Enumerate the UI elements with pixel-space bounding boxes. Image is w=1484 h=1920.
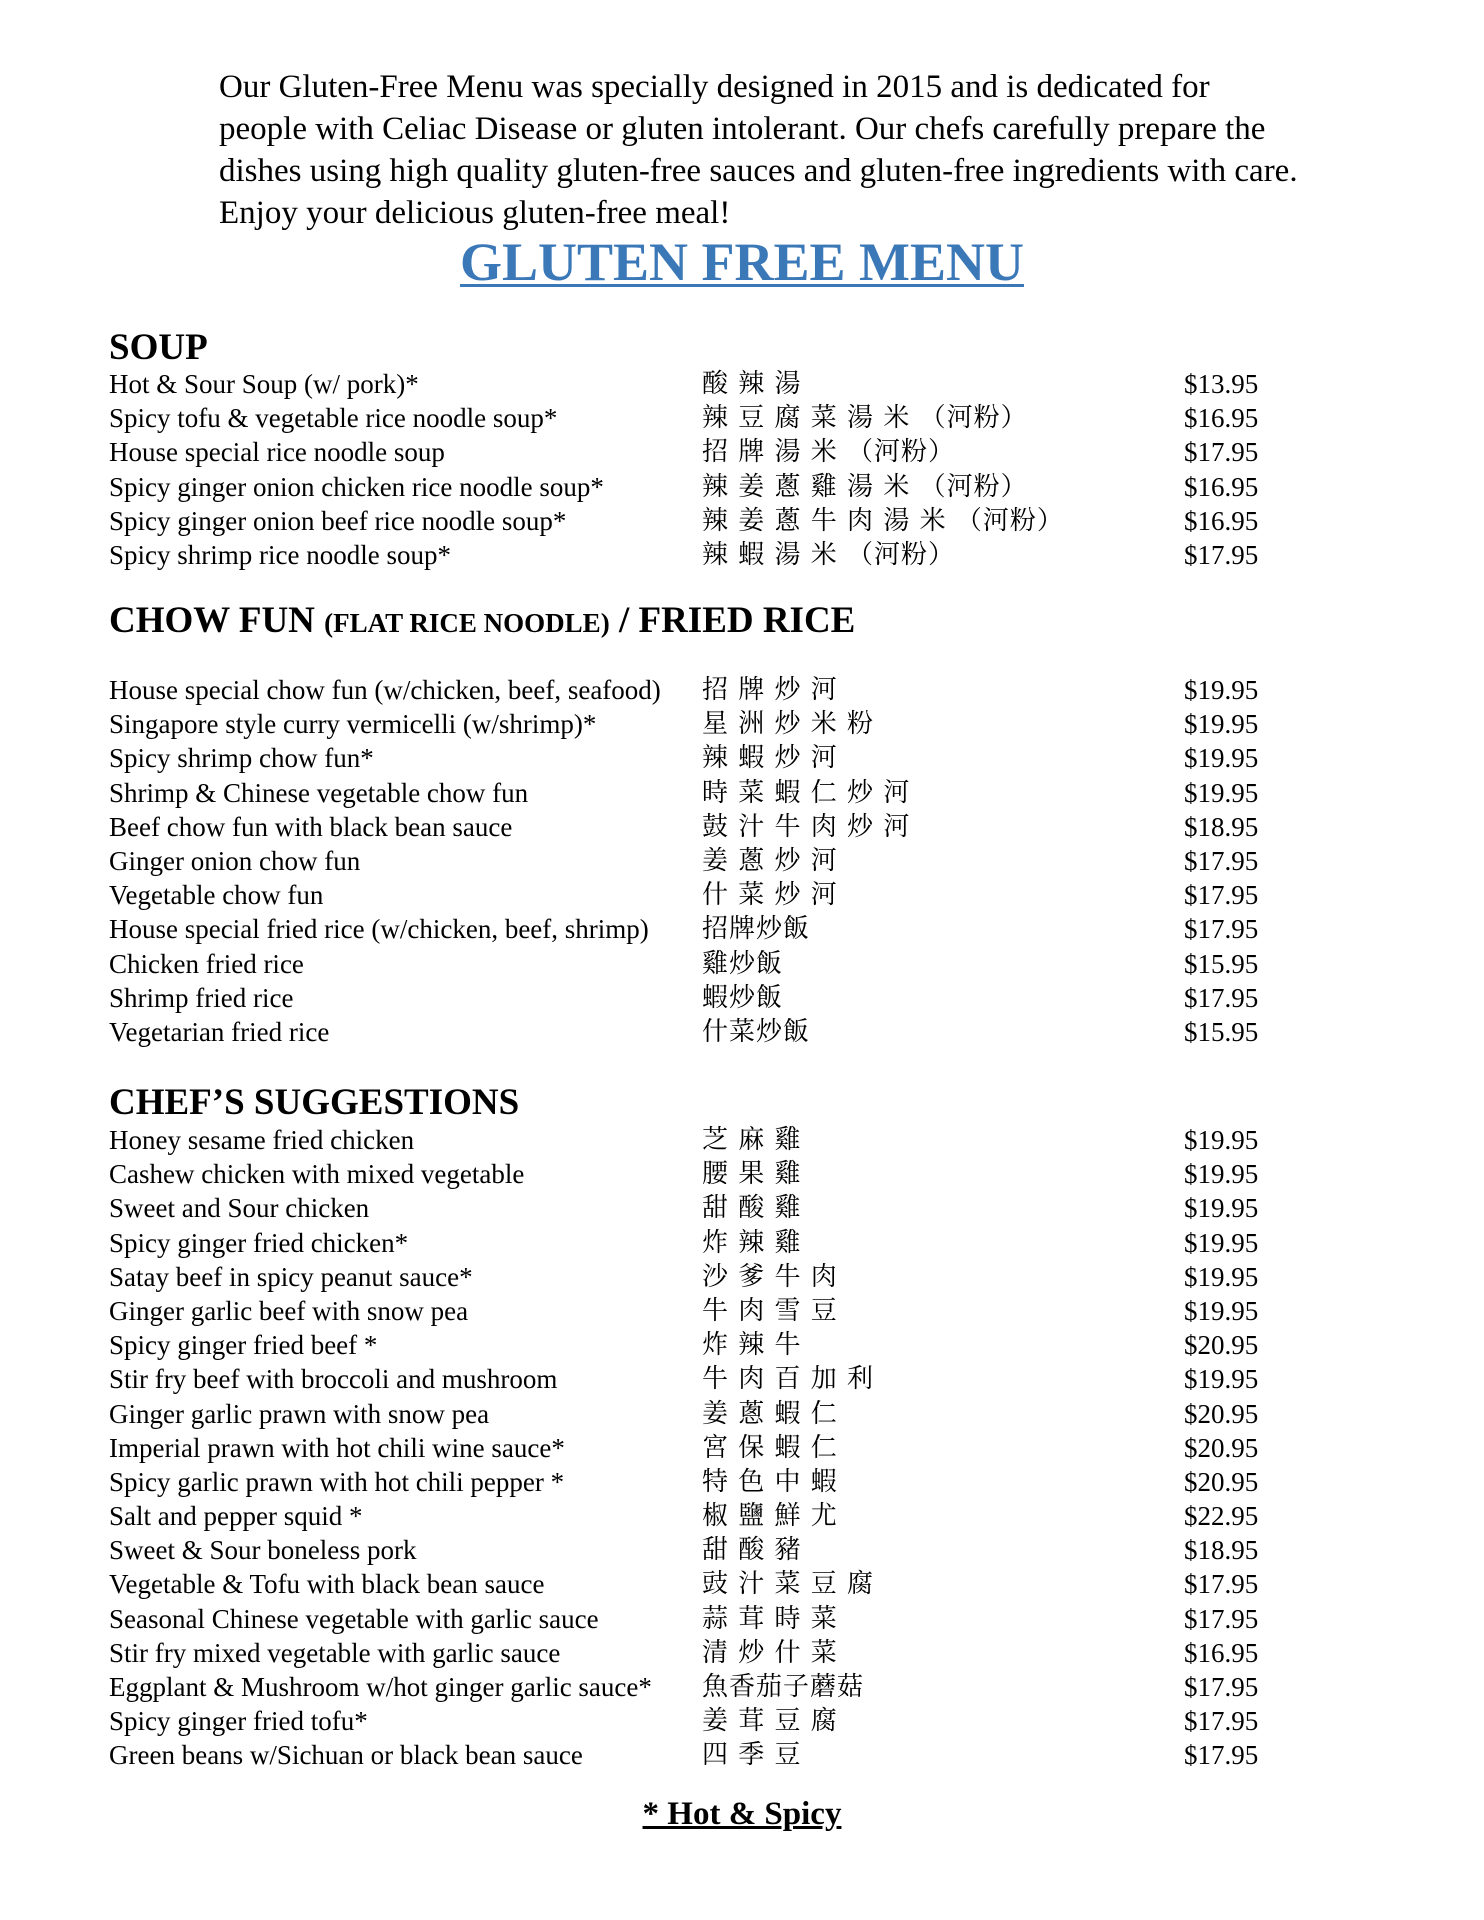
menu-item-price: $19.95 <box>1184 777 1259 808</box>
menu-item <box>109 981 1269 1015</box>
menu-item-price: $17.95 <box>1184 1706 1259 1737</box>
menu-item <box>109 1670 1269 1704</box>
menu-item-name: Sweet and Sour chicken <box>109 1193 370 1224</box>
menu-item <box>109 1397 1269 1431</box>
menu-item-name: Singapore style curry vermicelli (w/shrimp)* <box>109 709 597 740</box>
menu-item-chinese-name: 什 菜 炒 河 <box>702 880 838 911</box>
menu-item <box>109 504 1269 538</box>
menu-item-chinese-name: 宮 保 蝦 仁 <box>702 1432 838 1463</box>
menu-item-name: Green beans w/Sichuan or black bean sauce <box>109 1740 583 1771</box>
heading-fried-rice: / FRIED RICE <box>618 600 856 641</box>
menu-item-name: Chicken fried rice <box>109 948 304 979</box>
section-heading-soup: SOUP <box>109 327 208 368</box>
menu-item-price: $17.95 <box>1184 880 1259 911</box>
menu-item <box>109 1260 1269 1294</box>
menu-item <box>109 1123 1269 1157</box>
menu-item <box>109 1328 1269 1362</box>
menu-item-name: Ginger onion chow fun <box>109 845 361 876</box>
menu-item-name: Satay beef in spicy peanut sauce* <box>109 1261 473 1292</box>
menu-item-price: $19.95 <box>1184 675 1259 705</box>
chefs-suggestions-list <box>109 1123 1269 1773</box>
menu-item <box>109 878 1269 912</box>
menu-item-price: $17.95 <box>1184 1672 1259 1702</box>
menu-item-chinese-name: 腰 果 雞 <box>702 1159 802 1190</box>
menu-item-price: $15.95 <box>1184 1016 1259 1047</box>
menu-item-chinese-name: 辣 蝦 湯 米 （河粉） <box>702 539 956 570</box>
menu-item <box>109 912 1269 946</box>
menu-item-price: $19.95 <box>1184 1159 1259 1190</box>
menu-item-name: Spicy ginger onion chicken rice noodle soup* <box>109 471 604 502</box>
menu-item-chinese-name: 招牌炒飯 <box>702 914 811 945</box>
menu-item-chinese-name: 辣 姜 蔥 牛 肉 湯 米 （河粉） <box>702 505 1064 536</box>
menu-item-name: Vegetarian fried rice <box>109 1016 330 1047</box>
menu-item <box>109 673 1269 707</box>
menu-item-price: $17.95 <box>1184 539 1259 570</box>
menu-item-price: $19.95 <box>1184 1125 1259 1155</box>
menu-item-chinese-name: 姜 蔥 蝦 仁 <box>702 1398 838 1429</box>
menu-item-chinese-name: 招 牌 炒 河 <box>702 675 838 705</box>
menu-item-name: Seasonal Chinese vegetable with garlic sauce <box>109 1603 599 1634</box>
menu-item-chinese-name: 星 洲 炒 米 粉 <box>702 709 875 740</box>
menu-item-chinese-name: 清 炒 什 菜 <box>702 1637 838 1668</box>
menu-item-price: $19.95 <box>1184 1261 1259 1292</box>
menu-item-chinese-name: 甜 酸 豬 <box>702 1535 802 1566</box>
menu-item-name: Spicy ginger onion beef rice noodle soup* <box>109 505 567 536</box>
section-heading-chefs-suggestions: CHEF’S SUGGESTIONS <box>109 1082 520 1123</box>
menu-item-name: Eggplant & Mushroom w/hot ginger garlic sauce* <box>109 1672 652 1702</box>
menu-item-price: $19.95 <box>1184 1193 1259 1224</box>
menu-item-chinese-name: 炸 辣 牛 <box>702 1330 802 1361</box>
menu-item <box>109 1499 1269 1533</box>
menu-item-name: Ginger garlic beef with snow pea <box>109 1295 469 1326</box>
menu-item-chinese-name: 酸 辣 湯 <box>702 369 802 399</box>
menu-item-chinese-name: 鼓 汁 牛 肉 炒 河 <box>702 811 911 842</box>
menu-item <box>109 538 1269 572</box>
menu-item <box>109 1226 1269 1260</box>
menu-item <box>109 707 1269 741</box>
menu-item <box>109 367 1269 401</box>
menu-item-chinese-name: 雞炒飯 <box>702 948 784 979</box>
chow-fun-list <box>109 673 1269 1049</box>
menu-item-chinese-name: 時 菜 蝦 仁 炒 河 <box>702 777 911 808</box>
menu-item-name: Shrimp & Chinese vegetable chow fun <box>109 777 529 808</box>
page-title: GLUTEN FREE MENU <box>459 232 1025 292</box>
menu-item-name: House special rice noodle soup <box>109 437 445 468</box>
menu-item-chinese-name: 招 牌 湯 米 （河粉） <box>702 437 956 468</box>
menu-item-chinese-name: 魚香茄子蘑菇 <box>702 1672 865 1702</box>
menu-item-chinese-name: 姜 蔥 炒 河 <box>702 845 838 876</box>
section-heading-chow-fun <box>109 599 855 645</box>
menu-item-name: Spicy tofu & vegetable rice noodle soup* <box>109 403 558 434</box>
menu-item-price: $19.95 <box>1184 1227 1259 1258</box>
menu-item-price: $13.95 <box>1184 369 1259 399</box>
menu-item <box>109 1636 1269 1670</box>
menu-item-price: $16.95 <box>1184 1637 1259 1668</box>
menu-item-price: $17.95 <box>1184 437 1259 468</box>
menu-item-chinese-name: 甜 酸 雞 <box>702 1193 802 1224</box>
menu-item <box>109 741 1269 775</box>
menu-item-chinese-name: 蒜 茸 時 菜 <box>702 1603 838 1634</box>
menu-item-name: Stir fry mixed vegetable with garlic sauce <box>109 1637 561 1668</box>
menu-item-chinese-name: 什菜炒飯 <box>702 1016 811 1047</box>
menu-item-price: $22.95 <box>1184 1501 1259 1532</box>
menu-item-name: Shrimp fried rice <box>109 982 294 1013</box>
menu-item-name: Spicy ginger fried chicken* <box>109 1227 409 1258</box>
menu-item-chinese-name: 姜 茸 豆 腐 <box>702 1706 838 1737</box>
menu-item-price: $18.95 <box>1184 811 1259 842</box>
menu-item-price: $16.95 <box>1184 471 1259 502</box>
menu-item-name: Beef chow fun with black bean sauce <box>109 811 513 842</box>
menu-item <box>109 1431 1269 1465</box>
menu-item-name: Spicy ginger fried beef * <box>109 1330 378 1361</box>
menu-item <box>109 1015 1269 1049</box>
menu-item <box>109 1567 1269 1601</box>
menu-item <box>109 776 1269 810</box>
menu-item <box>109 844 1269 878</box>
menu-item <box>109 1362 1269 1396</box>
menu-item-name: Cashew chicken with mixed vegetable <box>109 1159 525 1190</box>
menu-item <box>109 1294 1269 1328</box>
menu-item-price: $20.95 <box>1184 1398 1259 1429</box>
menu-item-chinese-name: 四 季 豆 <box>702 1740 802 1771</box>
menu-item-price: $19.95 <box>1184 743 1259 774</box>
menu-item-chinese-name: 沙 爹 牛 肉 <box>702 1261 838 1292</box>
menu-item-chinese-name: 豉 汁 菜 豆 腐 <box>702 1569 875 1600</box>
menu-item-chinese-name: 蝦炒飯 <box>702 982 784 1013</box>
menu-item-price: $16.95 <box>1184 403 1259 434</box>
menu-item-chinese-name: 辣 蝦 炒 河 <box>702 743 838 774</box>
menu-item-price: $17.95 <box>1184 845 1259 876</box>
menu-item-name: Spicy shrimp chow fun* <box>109 743 374 774</box>
menu-item-price: $17.95 <box>1184 1740 1259 1771</box>
menu-item <box>109 1157 1269 1191</box>
menu-item-price: $19.95 <box>1184 1295 1259 1326</box>
menu-item-chinese-name: 辣 豆 腐 菜 湯 米 （河粉） <box>702 403 1028 434</box>
menu-item-name: Vegetable chow fun <box>109 880 324 911</box>
menu-item <box>109 1465 1269 1499</box>
menu-item <box>109 1704 1269 1738</box>
menu-item-name: Imperial prawn with hot chili wine sauce* <box>109 1432 565 1463</box>
menu-item <box>109 1602 1269 1636</box>
heading-chow-fun-main: CHOW FUN <box>109 600 315 641</box>
menu-item <box>109 1533 1269 1567</box>
menu-item <box>109 470 1269 504</box>
menu-item-name: Honey sesame fried chicken <box>109 1125 415 1155</box>
menu-item-price: $20.95 <box>1184 1466 1259 1497</box>
menu-item-name: Hot & Sour Soup (w/ pork)* <box>109 369 419 399</box>
menu-item-price: $17.95 <box>1184 1603 1259 1634</box>
menu-item-chinese-name: 椒 鹽 鮮 尤 <box>702 1501 838 1532</box>
menu-item-name: Spicy shrimp rice noodle soup* <box>109 539 451 570</box>
menu-item-name: Salt and pepper squid * <box>109 1501 363 1532</box>
menu-item <box>109 1738 1269 1772</box>
menu-item-name: Stir fry beef with broccoli and mushroom <box>109 1364 558 1395</box>
intro-paragraph: Our Gluten-Free Menu was specially designed in 2015 and is dedicated for people with Celiac Disease or gluten intolerant. Our chefs carefully prepare the dishes using high quality gluten-free sauces and gluten-free ingredients with care. Enjoy your delicious gluten-free meal! <box>219 69 1298 231</box>
menu-item-price: $19.95 <box>1184 709 1259 740</box>
menu-item-price: $17.95 <box>1184 982 1259 1013</box>
menu-item-chinese-name: 辣 姜 蔥 雞 湯 米 （河粉） <box>702 471 1028 502</box>
menu-item-price: $15.95 <box>1184 948 1259 979</box>
menu-item-chinese-name: 芝 麻 雞 <box>702 1125 802 1155</box>
menu-item <box>109 401 1269 435</box>
menu-item-chinese-name: 特 色 中 蝦 <box>702 1466 838 1497</box>
menu-item-name: House special chow fun (w/chicken, beef, seafood) <box>109 675 661 705</box>
menu-item-name: Spicy ginger fried tofu* <box>109 1706 368 1737</box>
menu-item <box>109 810 1269 844</box>
menu-item-chinese-name: 牛 肉 雪 豆 <box>702 1295 838 1326</box>
menu-item <box>109 947 1269 981</box>
menu-item-price: $17.95 <box>1184 1569 1259 1600</box>
menu-item-name: Vegetable & Tofu with black bean sauce <box>109 1569 545 1600</box>
soup-list <box>109 367 1269 572</box>
menu-item-price: $20.95 <box>1184 1432 1259 1463</box>
menu-item-chinese-name: 炸 辣 雞 <box>702 1227 802 1258</box>
hot-spicy-footnote: * Hot & Spicy <box>642 1796 842 1832</box>
menu-item-name: House special fried rice (w/chicken, beef, shrimp) <box>109 914 649 945</box>
menu-item-price: $16.95 <box>1184 505 1259 536</box>
menu-item-price: $18.95 <box>1184 1535 1259 1566</box>
menu-item <box>109 435 1269 469</box>
menu-item <box>109 1191 1269 1225</box>
menu-item-price: $17.95 <box>1184 914 1259 945</box>
menu-item-price: $20.95 <box>1184 1330 1259 1361</box>
menu-item-name: Sweet & Sour boneless pork <box>109 1535 417 1566</box>
heading-chow-fun-sub: (FLAT RICE NOODLE) <box>324 608 610 638</box>
menu-item-price: $19.95 <box>1184 1364 1259 1395</box>
menu-item-name: Spicy garlic prawn with hot chili pepper * <box>109 1466 565 1497</box>
menu-item-chinese-name: 牛 肉 百 加 利 <box>702 1364 875 1395</box>
menu-item-name: Ginger garlic prawn with snow pea <box>109 1398 490 1429</box>
